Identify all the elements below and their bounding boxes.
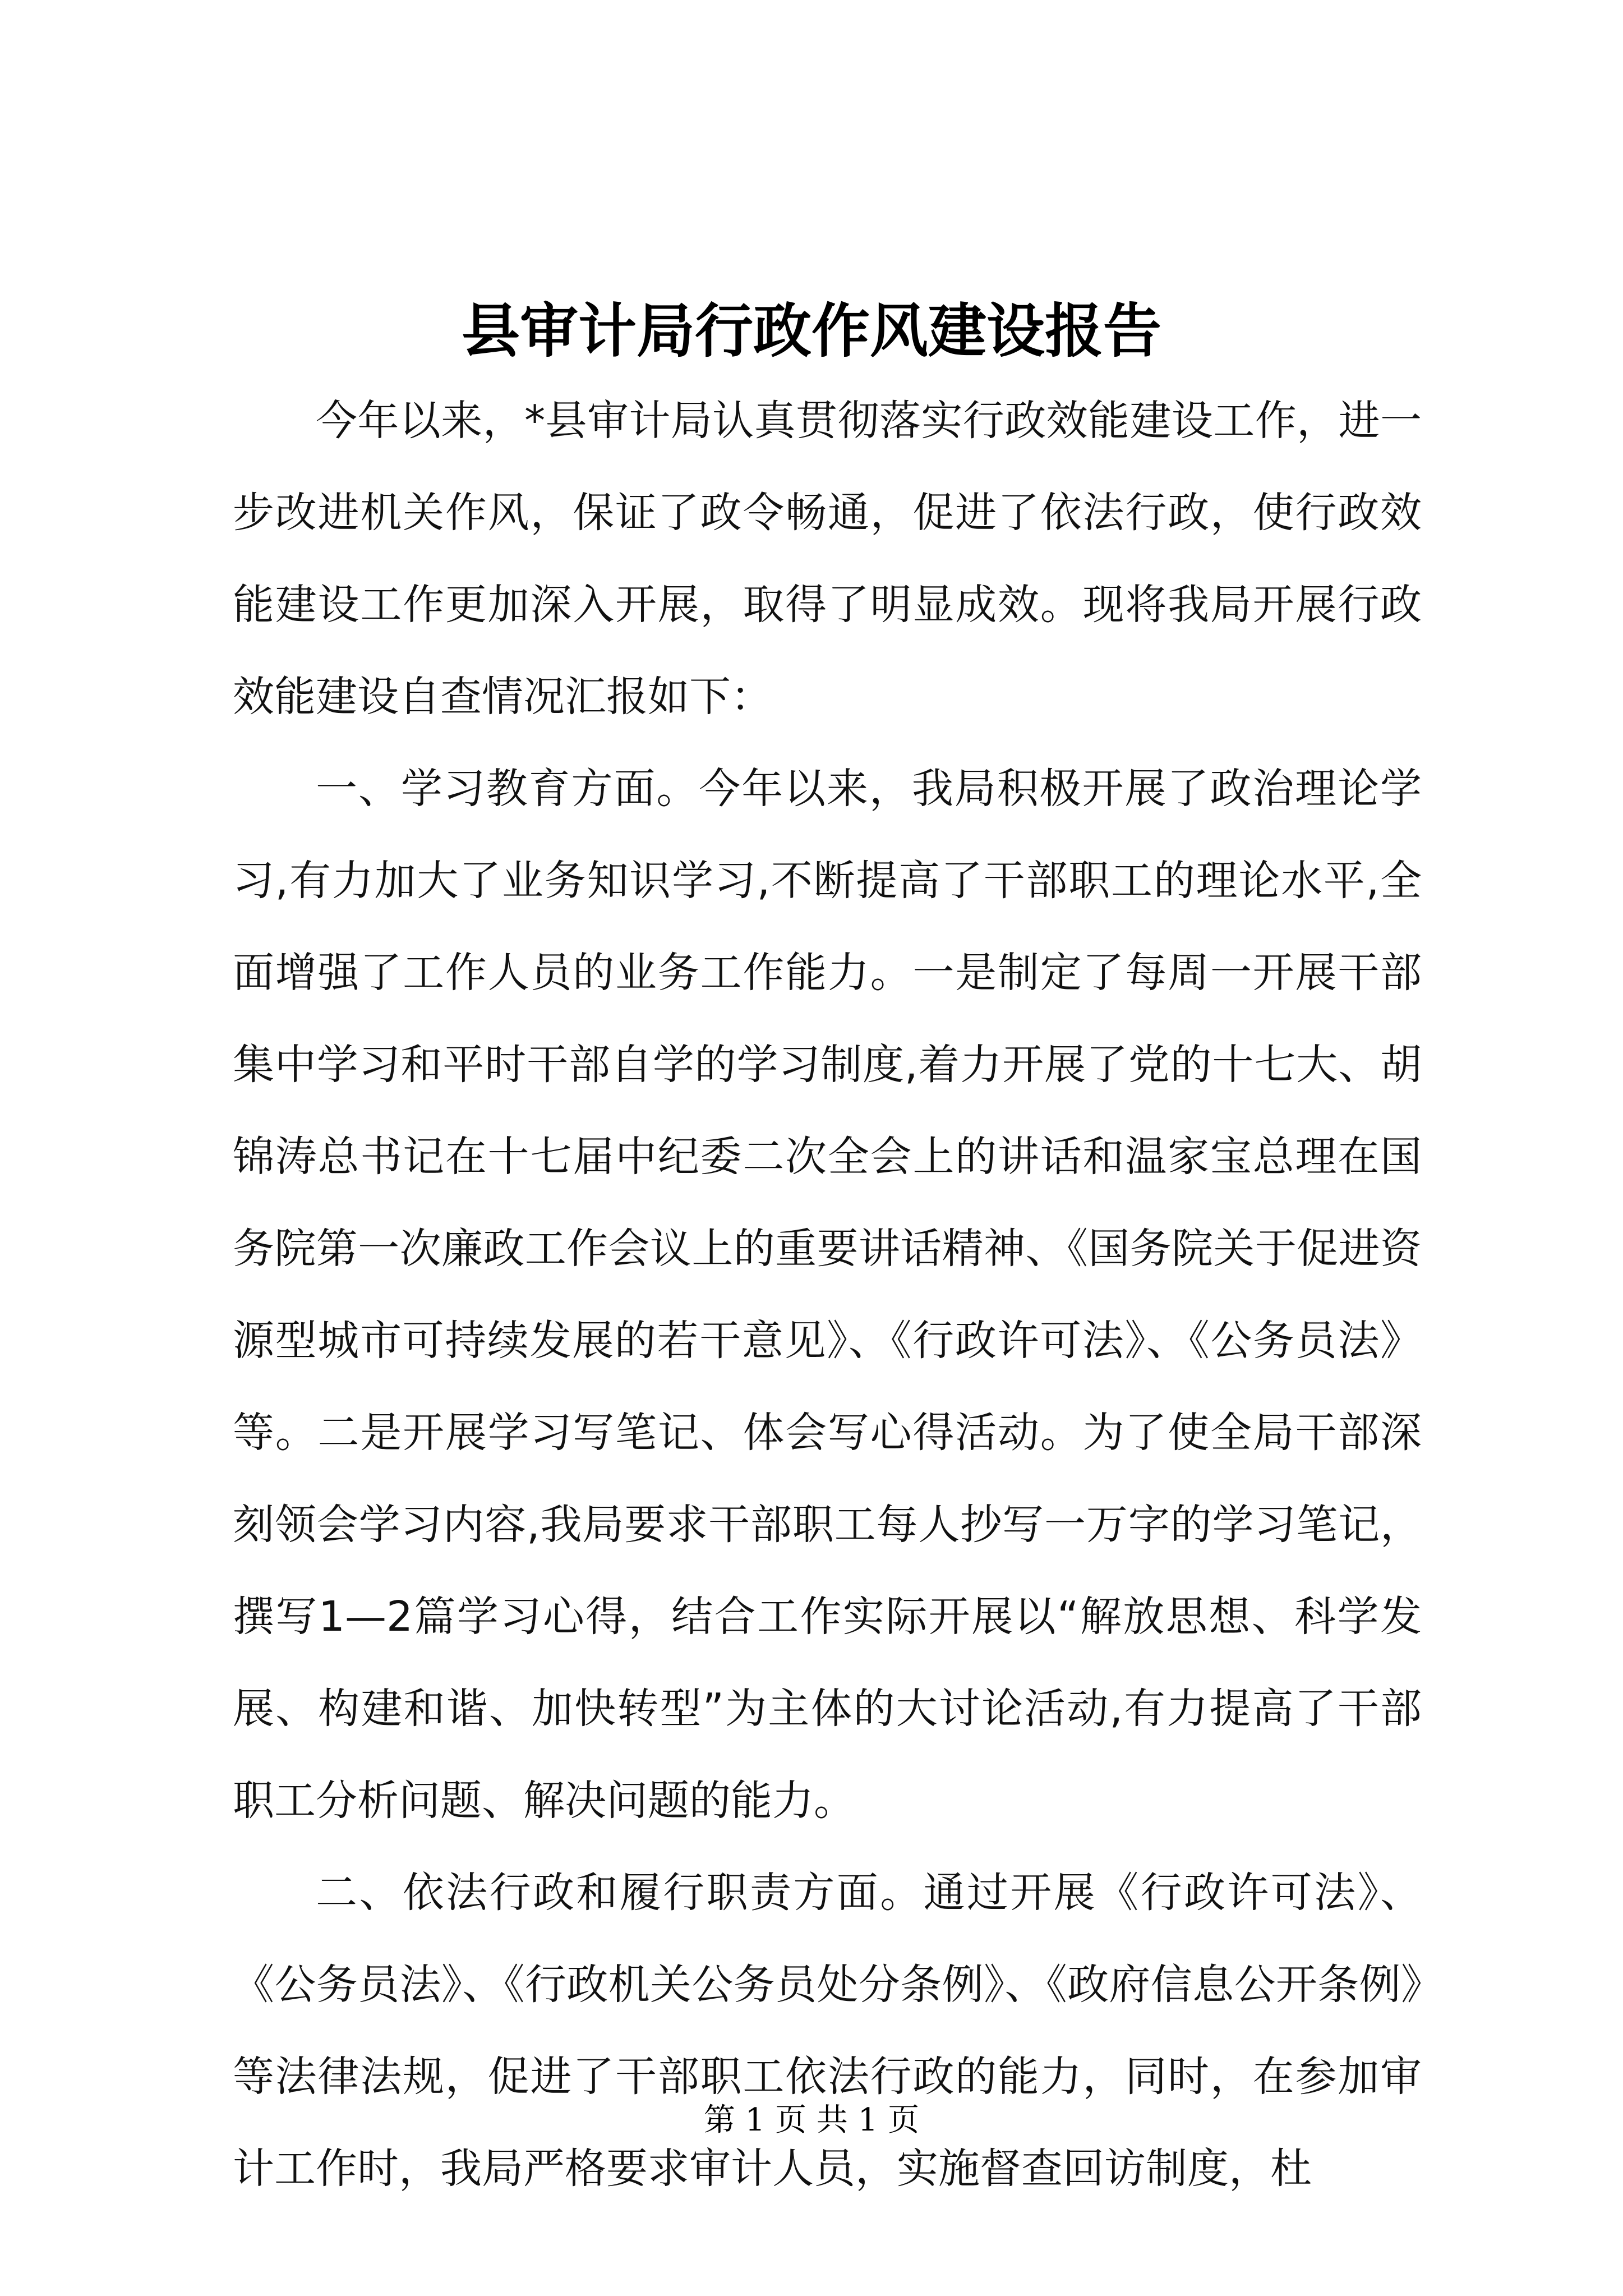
page-number-footer: 第 1 页 共 1 页 bbox=[703, 2102, 920, 2138]
document-body bbox=[233, 375, 1422, 2215]
document-title: 县审计局行政作风建设报告 bbox=[461, 296, 1161, 365]
paragraph-lawful-administration: 二、依法行政和履行职责方面。通过开展《行政许可法》、《公务员法》、《行政机关公务员处分条例》、《政府信息公开条例》等法律法规，促进了干部职工依法行政的能力，同时，在参加审计工作时，我局严格要求审计人员，实施督查回访制度，杜 bbox=[233, 1869, 1422, 2193]
paragraph-intro: 今年以来，*县审计局认真贯彻落实行政效能建设工作，进一步改进机关作风，保证了政令畅通，促进了依法行政，使行政效能建设工作更加深入开展，取得了明显成效。现将我局开展行政效能建设自查情况汇报如下： bbox=[233, 397, 1422, 721]
paragraph-study-education: 一、学习教育方面。今年以来，我局积极开展了政治理论学习,有力加大了业务知识学习,不断提高了干部职工的理论水平,全面增强了工作人员的业务工作能力。一是制定了每周一开展干部集中学习和平时干部自学的学习制度,着力开展了党的十七大、胡锦涛总书记在十七届中纪委二次全会上的讲话和温家宝总理在国务院第一次廉政工作会议上的重要讲话精神、《国务院关于促进资源型城市可持续发展的若干意见》、《行政许可法》、《公务员法》等。二是开展学习写笔记、体会写心得活动。为了使全局干部深刻领会学习内容,我局要求干部职工每人抄写一万字的学习笔记，撰写1—2篇学习心得，结合工作实际开展以“解放思想、科学发展、构建和谐、加快转型”为主体的大讨论活动,有力提高了干部职工分析问题、解决问题的能力。 bbox=[233, 765, 1422, 1825]
